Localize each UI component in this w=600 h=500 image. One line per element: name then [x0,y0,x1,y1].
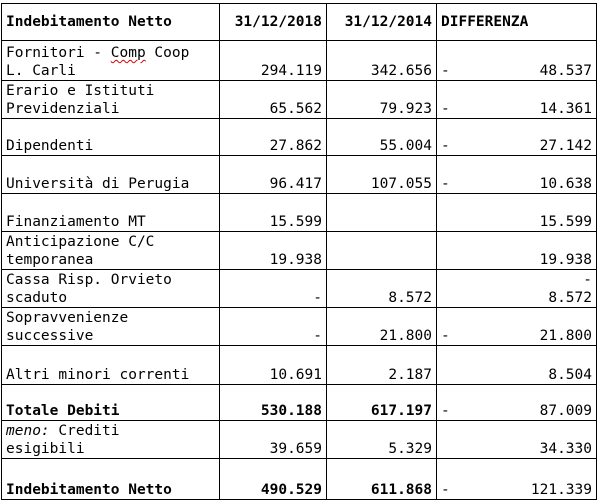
table-row [2,194,597,232]
table-row [2,346,597,385]
value-2018: 490.529 [220,459,327,500]
table-row [2,232,597,270]
row-label: Altri minori correnti [2,346,220,385]
value-2014: 107.055 [327,156,437,194]
row-label: Finanziamento MT [2,194,220,232]
row-label: Erario e Istituti Previdenziali [2,81,220,119]
value-2014: 21.800 [327,308,437,346]
value-2018: - [220,308,327,346]
difference-cell: - 87.009 [437,385,597,421]
value-2014: 79.923 [327,81,437,119]
total-debts-row [2,385,597,421]
value-2014: 611.868 [327,459,437,500]
row-label: Totale Debiti [2,385,220,421]
row-label: Cassa Risp. Orvieto scaduto [2,270,220,308]
row-label: Università di Perugia [2,156,220,194]
table-row [2,308,597,346]
value-2014: 8.572 [327,270,437,308]
header-row [2,4,597,41]
value-2014: 617.197 [327,385,437,421]
value-2014: 55.004 [327,119,437,156]
table-row [2,119,597,156]
difference-cell: - 14.361 [437,81,597,119]
row-label: Sopravvenienze successive [2,308,220,346]
value-2018: 96.417 [220,156,327,194]
table-row [2,81,597,119]
difference-cell: 19.938 [437,232,597,270]
value-2018: 530.188 [220,385,327,421]
value-2018: 15.599 [220,194,327,232]
table-row [2,41,597,81]
difference-cell: - 121.339 [437,459,597,500]
table-row [2,156,597,194]
value-2018: 294.119 [220,41,327,81]
difference-cell: - 10.638 [437,156,597,194]
row-label: Indebitamento Netto [2,459,220,500]
difference-sign: - [583,272,592,288]
difference-cell: - 21.800 [437,308,597,346]
row-label: meno: Crediti esigibili [2,421,220,459]
value-2018: 10.691 [220,346,327,385]
value-2018: 19.938 [220,232,327,270]
net-debt-table [1,3,597,500]
difference-cell: 34.330 [437,421,597,459]
value-2018: 39.659 [220,421,327,459]
header-difference: DIFFERENZA [437,4,597,41]
value-2014: 342.656 [327,41,437,81]
difference-cell: - 27.142 [437,119,597,156]
header-label: Indebitamento Netto [2,4,220,41]
table-row [2,270,597,308]
row-label: Anticipazione C/C temporanea [2,232,220,270]
difference-value: 8.572 [548,290,592,306]
row-label: Dipendenti [2,119,220,156]
value-2014: 5.329 [327,421,437,459]
value-2018: 65.562 [220,81,327,119]
difference-cell: 15.599 [437,194,597,232]
header-2014: 31/12/2014 [327,4,437,41]
value-2018: 27.862 [220,119,327,156]
difference-cell: 8.504 [437,346,597,385]
value-2014: 2.187 [327,346,437,385]
value-2014 [327,194,437,232]
value-2014 [327,232,437,270]
value-2018: - [220,270,327,308]
difference-cell: - 48.537 [437,41,597,81]
difference-cell [437,270,597,308]
header-2018: 31/12/2018 [220,4,327,41]
credits-row [2,421,597,459]
net-debt-row [2,459,597,500]
row-label: Fornitori - Comp Coop L. Carli [2,41,220,81]
